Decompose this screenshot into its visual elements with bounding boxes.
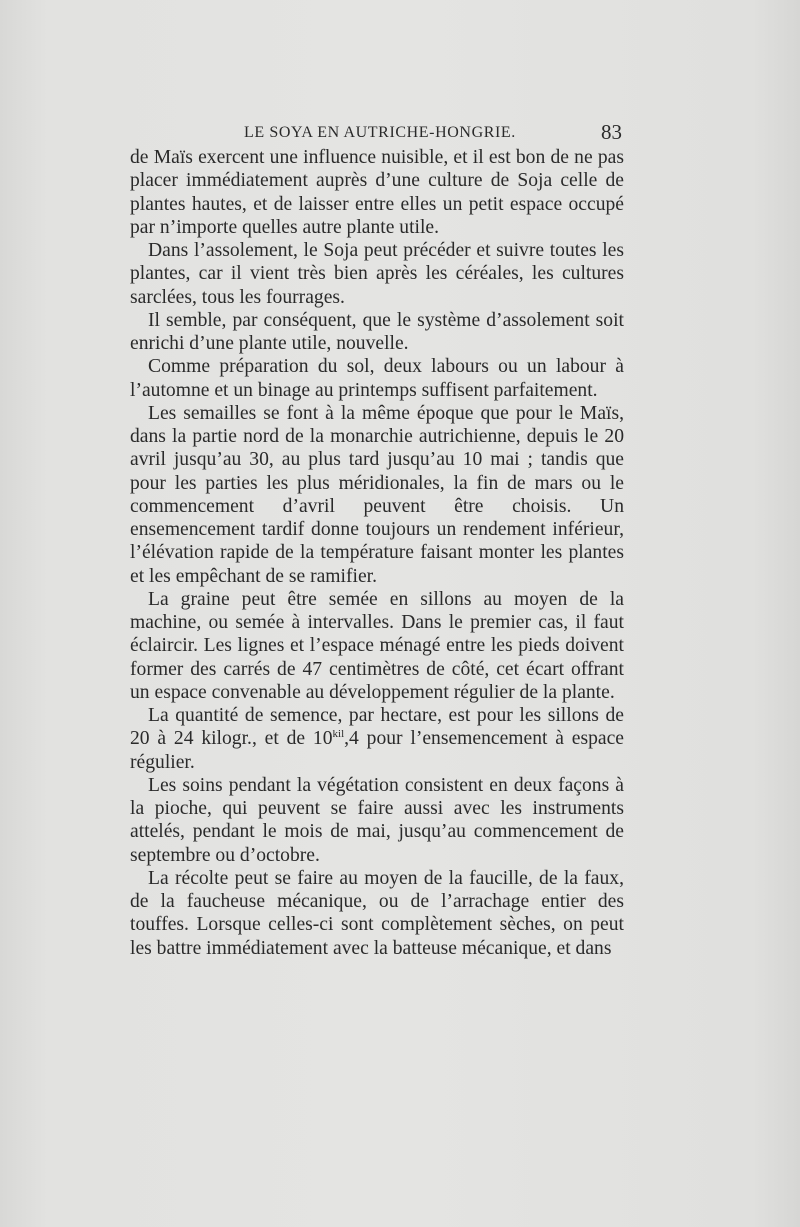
paragraph-semailles: Les semailles se font à la même époque que pour le Maïs, dans la partie nord de la monarchie autrichienne, depuis le 20 avril jusqu’au 30, au plus tard jusqu’au 10 mai ; tandis que pour les parties les plus méridionales, la fin de mars ou le commencement d’avril peuvent être choisis. Un ensemencement tardif donne toujours un rendement inférieur, l’élévation rapide de la température faisant monter les plantes et les empêchant de se ramifier. <box>130 402 624 587</box>
paragraph-systeme: Il semble, par conséquent, que le système d’assolement soit enrichi d’une plante utile, nouvelle. <box>130 309 624 354</box>
quantite-text-end: ,4 pour l’ensemencement à espace régulier. <box>130 728 624 773</box>
page-number: 83 <box>601 120 622 144</box>
paragraph-assolement: Dans l’assolement, le Soja peut précéder et suivre toutes les plantes, car il vient très bien après les céréales, les cultures sarclées, tous les fourrages. <box>130 240 624 308</box>
quantite-text: La quantité de semence, par hectare, est pour les sillons de 20 à 24 kilogr., et de 10 <box>130 705 624 750</box>
page-header <box>130 120 622 148</box>
body-text <box>130 146 624 960</box>
paragraph-preparation: Comme préparation du sol, deux labours ou un labour à l’automne et un binage au printemps suffisent parfaitement. <box>130 356 624 401</box>
paragraph-quantite <box>130 704 624 774</box>
kil-superscript: kil <box>332 728 345 741</box>
paragraph-recolte: La récolte peut se faire au moyen de la faucille, de la faux, de la faucheuse mécanique, ou de l’arrachage entier des touffes. Lorsque celles-ci sont complètement sèches, on peut les battre immédiatement avec la batteuse mécanique, et dans <box>130 867 624 959</box>
paragraph-continued: de Maïs exercent une influence nuisible, et il est bon de ne pas placer immédiatement auprès d’une culture de Soja celle de plantes hautes, et de laisser entre elles un petit espace occupé par n’importe quelles autre plante utile. <box>130 147 624 238</box>
running-title: LE SOYA EN AUTRICHE-HONGRIE. <box>244 124 516 141</box>
paragraph-graine: La graine peut être semée en sillons au moyen de la machine, ou semée à intervalles. Dans le premier cas, il faut éclaircir. Les lignes et l’espace ménagé entre les pieds doivent former des carrés de 47 centimètres de côté, cet écart offrant un espace convenable au développement régulier de la plante. <box>130 588 624 703</box>
paragraph-soins: Les soins pendant la végétation consistent en deux façons à la pioche, qui peuvent se faire aussi avec les instruments attelés, pendant le mois de mai, jusqu’au commencement de septembre ou d’octobre. <box>130 774 624 866</box>
